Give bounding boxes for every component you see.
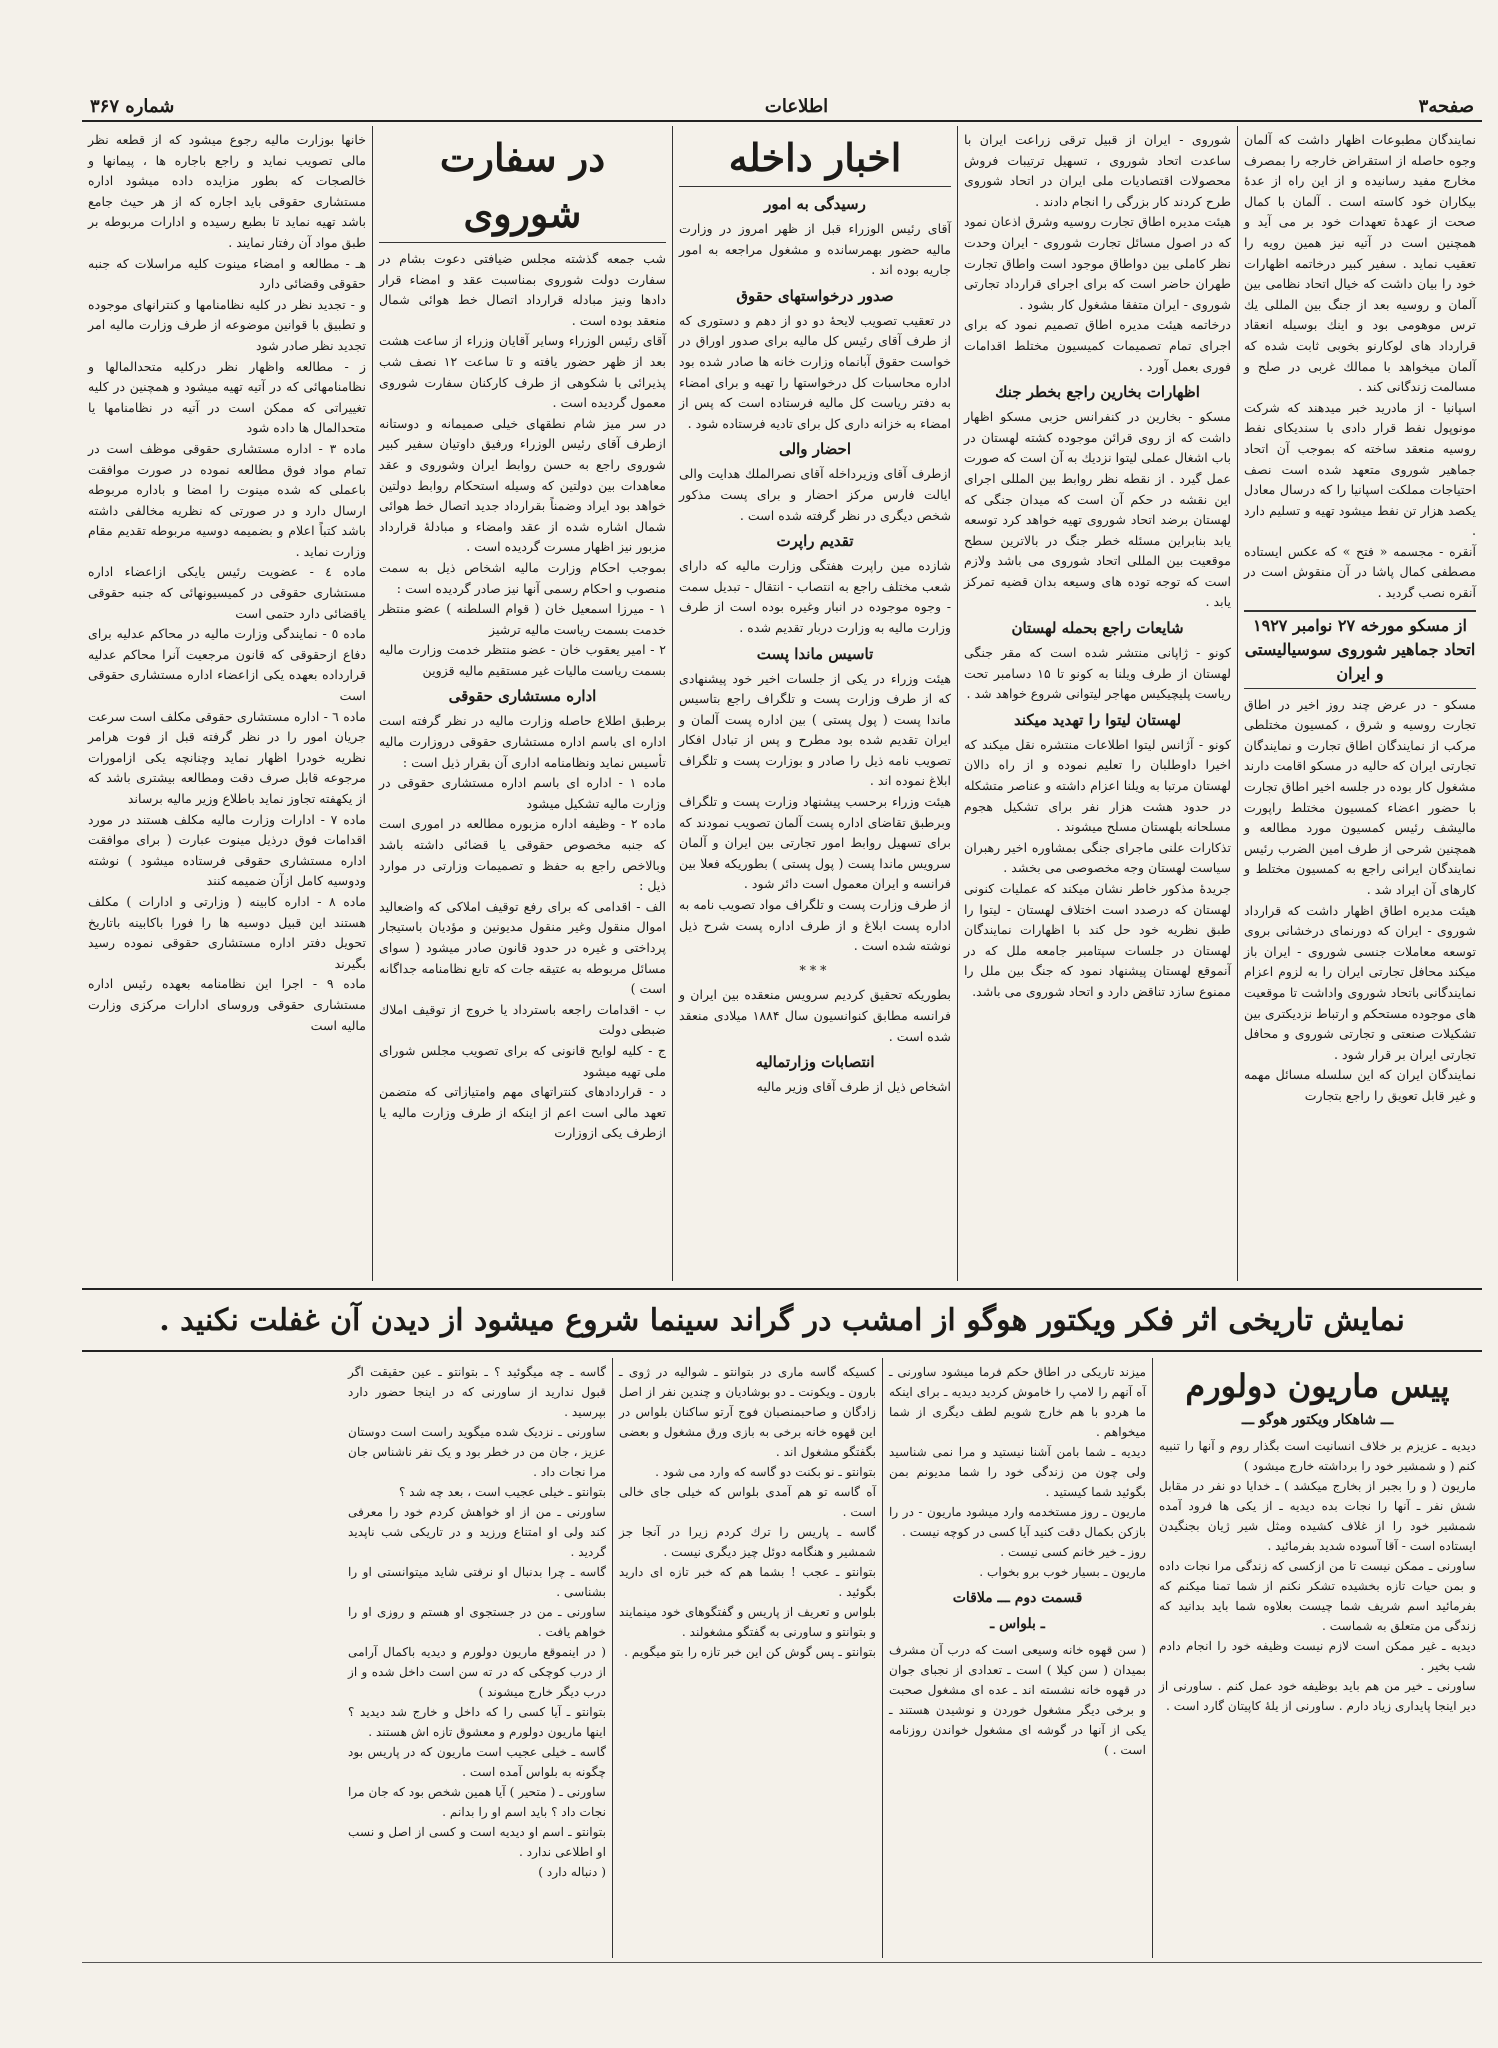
article-paragraph: ز - مطالعه واظهار نظر درکلیه متحدالمالها و نظامنامهائی که در آتیه تهیه میشود و همچنین در کلیه تغییراتی که ممکن است در آتیه در نظامنامها یا متحدالمال ها داده شود [88,358,366,436]
headline-poland-lithuania: لهستان لیتوا را تهدید میکند [1013,710,1182,729]
article-paragraph: برطبق اطلاع حاصله وزارت مالیه در نظر گرفته است اداره ای باسم اداره مستشاری حقوقی دروزارت مالیه تأسیس نماید ونظامنامه اداری آن بقرار ذیل است : [379,713,666,770]
serial-paragraph: گاسه ـ پاریس را ترك کردم زیرا در آنجا جز شمشیر و هنگامه دوئل چیز دیگری نیست . [619,1525,876,1559]
serial-paragraph: دیدیه ـ غیر ممکن است لازم نیست وظیفه خود را انجام دادم شب بخیر . [1159,1639,1476,1673]
article-paragraph: خانها بوزارت مالیه رجوع میشود که از قطعه نظر مالی تصویب نماید و راجع باجاره ها ، پیمانها و خالصجات که بطور مزایده داده میشود اداره مستشاری حقوقی باید اجاره که از هر حیث جامع باشد تهیه نماید تا بطبع رسیده و ادارات مربوطه بر طبق مواد آن رفتار نمایند . [88,132,366,250]
article-paragraph: آنقره - مجسمه « فتح » که عکس ایستاده مصطفی کمال پاشا در آن منقوش است در آنقره نصب گردید . [1244,543,1476,601]
serial-paragraph: ماریون ـ روز مستخدمه وارد میشود ماریون - در را بازکن بکمال دقت کنید آیا کسی در کوچه نیست . [889,1505,1146,1539]
headline: تاسیس ماندا پست [756,644,874,663]
serial-paragraph: بتوانتو ـ نو بکنت دو گاسه که وارد می شود . [655,1465,876,1479]
headline: صدور درخواستهای حقوق [736,286,894,305]
article-paragraph: شب جمعه گذشته مجلس ضیافتی دعوت بشام در سفارت دولت شوروی بمناسبت عقد و امضاء قرار دادها ونیز مبادله قرارداد اتصال خط هوائی شمال منعقد بوده است . [379,251,666,328]
headline: رسیدگی به امور [764,195,866,213]
headline: تقدیم راپرت [776,532,854,551]
headline-poland-rumors: شایعات راجع بحمله لهستان [1011,619,1184,638]
article-paragraph: شازده مین راپرت هفتگی وزارت مالیه که دارای شعب مختلف راجع به انتصاب - انتقال - تبدیل سمت - وجوه موجوده در انبار وغیره بوده است از طرف وزارت مالیه به وزارت دربار تقدیم شده . [679,558,951,635]
serial-paragraph: روز ـ خیر خانم کسی نیست . [1000,1545,1146,1559]
article-paragraph: هیئت وزراء برحسب پیشنهاد وزارت پست و تلگراف وبرطبق تقاضای اداره پست آلمان تصویب نمودند که برای تسهیل روابط امور تجارتی بین ایران و آلمان سرویس ماندا پست ( پول پستی ) بطوریکه فعلا بین فرانسه و ایران معمول است دائر شود . [679,794,951,892]
article-paragraph: ماده ۳ - اداره مستشاری حقوقی موظف است در تمام مواد فوق مطالعه نموده در صورت موافقت باعملی که شده مینوت را امضا و باداره مربوطه ارسال دارد و در صورتی که نظریه مخالفی داشته باشد کتباً اعلام و بضمیمه دوسیه مربوطه تقدیم مقام وزارت نماید . [88,440,367,559]
article-paragraph: بموجب احکام وزارت مالیه اشخاص ذیل به سمت منصوب و احکام رسمی آنها نیز صادر گردیده است : [379,559,666,596]
serial-paragraph: ساورنی ـ ( متحیر ) آیا همین شخص بود که جان مرا نجات داد ؟ باید اسم او را بدانم . [348,1785,606,1819]
column-soviet-iran-trade [957,126,1237,1281]
article-paragraph: ازطرف آقای وزیرداخله آقای نصرالملك هدایت والی ایالت فارس مرکز احضار و برای پست مذکور شخص دیگری در نظر گرفته شده است . [679,466,951,523]
article-paragraph: هیئت مدیره اطاق اظهار داشت که قرارداد شوروی - ایران که دورنمای درخشانی بروی توسعه معاملات جنسی شوروی - ایران باز میکند محافل تجارتی ایران را به لزوم اعزام نمایندگانی باتحاد شوروی واداشت تا موقعیت های موجوده مستحکم و ارتباط نزدیکتری بین تشکیلات صنعتی و تجارتی شوروی و محافل تجارتی ایران بر قرار شود . [1244,902,1476,1062]
article-paragraph: ۲ - امیر یعقوب خان - عضو منتظر خدمت وزارت مالیه بسمت ریاست مالیات غیر مستقیم مالیه قزوین [379,642,666,678]
headline-bukharin: اظهارات بخارین راجع بخطر جنك [995,383,1200,402]
serial-paragraph: ساورنی ـ من در جستجوی او هستم و روزی او را خواهم یافت . [348,1605,606,1639]
serial-column-4 [342,1358,612,1958]
issue-number: شماره ۳۶۷ [90,96,175,117]
serial-paragraph: بتوانتو ـ آیا کسی را که داخل و خارج شد دیدید ؟ اینها ماریون دولورم و معشوق تازه اش هستند . [348,1705,606,1739]
headline: احضار والی [779,440,851,459]
headline: انتصابات وزارتمالیه [755,1053,875,1072]
article-paragraph: مسکو - در عرض چند روز اخیر در اطاق تجارت روسیه و شرق ، کمسیون مختلطی مرکب از نمایندگان اطاق تجارت و نمایندگان تجارتی ایران که حالیه در مسکو اقامت دارند مشغول کار بوده در جلسه اخیر اطاق تجارت با حضور اعضاء کمسیون مختلط راپورت مالیشف رئیس کمسیون مورد مطالعه و همچنین شرحی از طرف امین الضرب رئیس نمایندگان ایرانی راجع به کمسیون مختلط و کارهای آن ایراد شد . [1244,696,1476,897]
serial-paragraph: بتوانتو ـ اسم او دیدیه است و کسی از اصل و نسب او اطلاعی ندارد . [348,1825,606,1859]
serial-paragraph: ( در اینموقع ماریون دولورم و دیدیه باکمال آرامی از درب کوچکی که در ته سن است داخل شده و از درب دیگر خارج میشوند ) [348,1645,606,1699]
serial-paragraph: ساورنی ـ نزدیک شده میگوید راست است دوستان عزیز ، جان من در خطر بود و یک نفر ناشناس جان مرا نجات داد . [348,1425,606,1479]
serial-paragraph: بلواس و تعریف از پاریس و گفتگوهای خود مینمایند و بتوانتو و ساورنی به گفتگو مشغولند . [619,1605,876,1639]
article-paragraph: ب - اقدامات راجعه باسترداد یا خروج از توقیف املاك ضبطی دولت [379,1001,666,1038]
article-paragraph: در سر میز شام نطقهای خیلی صمیمانه و دوستانه ازطرف آقای رئیس الوزراء ورفیق داوتیان سفیر کبیر شوروی راجع به حسن روابط ایران وشوروی و عقد معاهدات بین دولتین که وسیله استحکام روابط دولتین خواهد بود ایراد وضمناً بقرارداد جدید اتصال خط هوائی شمال اشاره شده از عقد وامضاء و مبادلهٔ قرارداد مزبور نیز اظهار مسرت گردیده است . [379,415,666,555]
serial-column-2 [882,1358,1152,1958]
serial-paragraph: دیدیه ـ شما بامن آشنا نیستید و مرا نمی شناسید ولی چون من زندگی خود را شما مدیونم بمن بگوئید شما کیستید . [889,1445,1146,1499]
footer-rule [82,1962,1482,1963]
article-paragraph: آقای رئیس الوزراء قبل از ظهر امروز در وزارت مالیه حضور بهمرسانده و مشغول مراجعه به امور جاریه بوده اند . [679,221,951,278]
article-paragraph: درخاتمه هیئت مدیره اطاق تصمیم نمود که برای اجرای تمام تصمیمات کمیسیون مختلط اقدامات فوری بعمل آورد . [964,317,1231,374]
serial-paragraph: ساورنی ـ ممکن نیست تا من ازکسی که زندگی مرا نجات داده و بمن حیات تازه بخشیده تشکر نکنم از شما تمنا میکنم که بفرمائید اسم شریف شما چیست بعلاوه شما باید بدانید که زندگی من متعلق به شماست . [1159,1559,1476,1633]
article-paragraph: ماده ۸ - اداره کابینه ( وزارتی و ادارات ) مکلف هستند این قبیل دوسیه ها را فورا باکابینه باتاریخ تحویل دفتر اداره مستشاری حقوقی نموده رسید بگیرند [88,893,366,971]
serial-title: پیس ماریون دولورم [1185,1367,1450,1405]
serial-section [82,1358,1482,1958]
serial-column-1 [1152,1358,1482,1958]
column-soviet-embassy [372,126,672,1281]
paper-name: اطلاعات [764,96,829,117]
serial-column-3 [612,1358,882,1958]
serial-part-subheading: ـ بلواس ـ [990,1616,1045,1632]
serial-author: ـــ شاهکار ویکتور هوگو ـــ [1241,1412,1394,1428]
article-paragraph: هـ - مطالعه و امضاء مینوت کلیه مراسلات که جنبه حقوقی وقضائی دارد [88,255,366,292]
article-paragraph: ماده ٦ - اداره مستشاری حقوقی مکلف است سرعت جریان امور را در نظر گرفته قبل از فوت هرامر نظریه خودرا اظهار نماید وچنانچه یکی ازامورات مرجوعه قابل صرف دقت ومطالعه بیشتری باشد که از یکهفته تجاوز نماید باطلاع وزیر مالیه برساند [88,708,366,806]
article-paragraph: بطوریکه تحقیق کردیم سرویس منعقده بین ایران و فرانسه مطابق کنوانسیون سال ۱۸۸۴ میلادی منعقد شده است . [679,987,951,1044]
serial-continued-note: ( دنباله دارد ) [538,1865,606,1879]
article-paragraph: نمایندگان مطبوعات اظهار داشت که آلمان وجوه حاصله از استقراض خارجه را بمصرف مخارج مفید رسانیده و از این راه از عدهٔ بیکاران خود کاسته است . آلمان با کمال صحت از عهدهٔ تعهدات خود بر می آید و همچنین است در آتیه نیز همین رویه را تعقیب نماید . سفیر کبیر درخاتمه اظهارات خود را بیان داشت که خیال اتحاد نظامی بین آلمان و روسیه بعد از جنگ بین المللی یك ترس موهومی بود و اینك بوسیله انعقاد قرارداد های لوکارنو بخوبی ثابت شده که آلمان میخواهد با ممالك غربی در صلح و مسالمت زندگانی کند . [1244,132,1476,395]
masthead [82,92,1482,122]
article-paragraph: در تعقیب تصویب لایحهٔ دو دو از دهم و دستوری که از طرف آقای رئیس کل مالیه برای صدور اوراق در خواست حقوق آبانماه وزارت خانه ها صادر شده بود اداره محاسبات کل درخواستها را تهیه و برای امضاء به دفتر ریاست کل مالیه فرستاده است که پس از امضاء به خزانه داری کل برای تادیه فرستاده شود . [679,312,951,431]
article-paragraph: شوروی - ایران از قبیل ترقی زراعت ایران با ساعدت اتحاد شوروی ، تسهیل ترتیبات فروش محصولات اقتصادیات ملی ایران در اتحاد شوروی طرح کردند کار بزرگی را انجام دادند . [964,132,1231,209]
serial-paragraph: بتوانتو ـ خیلی عجیب است ، بعد چه شد ؟ [398,1485,606,1499]
headline-legal-advisory: اداره مستشاری حقوقی [448,687,597,706]
article-paragraph: ماده ٥ - نمایندگی وزارت مالیه در محاکم عدلیه برای دفاع ازحقوقی که قانون مرجعیت آنرا محاکم عدلیه قرارداده بعهده یکی ازاعضاء اداره مستشاری حقوقی است [88,626,366,704]
section-title-embassy: در سفارت شوروی [379,130,666,243]
article-paragraph: آقای رئیس الوزراء وسایر آقایان وزراء از ساعت هشت بعد از ظهر حضور یافته و تا ساعت ۱۲ نصف شب پذیرائی با شکوهی از طرف کارکنان سفارت شوروی معمول گردیده است . [379,333,667,411]
article-paragraph: ۱ - میرزا اسمعیل خان ( قوام السلطنه ) عضو منتظر خدمت بسمت ریاست مالیه ترشیز [379,601,666,637]
article-paragraph: تذکارات علنی ماجرای جنگی بمشاوره اخیر رهبران سیاست لهستان وجه مخصوصی می بخشد . [964,839,1231,876]
column-domestic-news [672,126,957,1281]
serial-paragraph: آه گاسه تو هم آمدی بلواس که خیلی جای خالی است . [619,1485,876,1519]
cinema-banner: نمایش تاریخی اثر فکر ویکتور هوگو از امشب در گراند سینما شروع میشود از دیدن آن غفلت نکنید . [82,1288,1482,1352]
serial-paragraph: گاسه ـ چه میگوئید ؟ ـ بتوانتو ـ عین حقیقت اگر قبول ندارید از ساورنی که در اینجا حضور دارد بپرسید . [348,1365,606,1419]
serial-paragraph: میزند تاریکی در اطاق حکم فرما میشود ساورنی ـ آه آنهم را لامپ را خاموش کردید دیدیه ـ برای اینکه ما هردو با هم خارج شویم لطف دیگری از شما میخواهم . [889,1365,1146,1439]
article-paragraph: ماده ۷ - ادارات وزارت مالیه مکلف هستند در مورد اقدامات فوق درذیل مینوت عبارت ( برای موافقت اداره مستشاری حقوقی فرستاده میشود ) نوشته ودوسیه کامل ازآن ضمیمه کنند [88,811,366,889]
article-paragraph: الف - اقدامی که برای رفع توقیف املاکی که واضعالید اموال منقول وغیر منقول مدیونین و مؤدیان باستیجار پرداختی و غیره در حدود قانون صادر میشود ( سوای مسائل مربوطه به عتیقه جات که تابع نظامنامه جداگانه است ) [379,898,666,997]
column-foreign-news [1237,126,1482,1281]
article-paragraph: هیئت وزراء در یکی از جلسات اخیر خود پیشنهادی که از طرف وزارت پست و تلگراف راجع بتاسیس ماندا پست ( پول پستی ) بین اداره پست آلمان و ایران تقدیم شده بود مطرح و پس از تبادل افکار تصویب نامه ذیل را صادر و بوزارت پست و تلگراف ابلاغ نموده اند . [679,670,951,789]
serial-paragraph: گاسه ـ خیلی عجیب است ماریون که در پاریس بود چگونه به بلواس آمده است . [348,1745,606,1779]
serial-paragraph: بتوانتو ـ عجب ! بشما هم که خبر تازه ای دارید بگوئید . [619,1565,876,1599]
article-paragraph: اشخاص ذیل از طرف آقای وزیر مالیه [756,1079,951,1095]
serial-paragraph: گاسه ـ چرا بدنبال او نرفتی شاید میتوانستی او را بشناسی . [348,1565,606,1599]
article-paragraph: از طرف وزارت پست و تلگراف مواد تصویب نامه به اداره پست ابلاغ و از طرف اداره پست شرح ذیل نوشته شده است . [679,897,951,954]
serial-paragraph: کسیکه گاسه ماری در بتوانتو ـ شوالیه در ژوی ـ بارون ـ ویکونت ـ دو بوشادیان و چندین نفر از اصل زادگان و صاحبمنصبان فوج آرتو ساکنان بلواس در این قهوه خانه برخی به بازی ورق مشغول و بعضی بگفتگو مشغول اند . [619,1365,876,1459]
article-paragraph: ماده ۲ - وظیفه اداره مزبوره مطالعه در اموری است که جنبه مخصوص حقوقی یا قضائی داشته باشد وبالاخص راجع به حفظ و تصمیمات وزارتی در موارد ذیل : [379,816,666,894]
newspaper-page [82,92,1482,2017]
article-paragraph: جریدهٔ مذکور خاطر نشان میکند که عملیات کنونی لهستان که درصدد است اختلاف لهستان - لیتوا را طبق نظریه خود حل کند با اظهارات نمایندگان لهستان در جلسات سپتامبر جامعه ملل که در آنموقع لهستان پیشنهاد نمود که جنگ بین ملل را ممنوع سازد تناقض دارد و اتحاد شوروی می باشد. [964,881,1231,999]
article-paragraph: کونو - ژاپانی منتشر شده است که مقر جنگی لهستان از طرف ویلنا به کونو تا ۱۵ دسامبر تحت ریاست پلیچیکیس مهاجر لیتوانی شروع خواهد شد . [964,645,1231,702]
article-paragraph: ماده ۹ - اجرا این نظامنامه بعهده رئیس اداره مستشاری حقوقی وروسای ادارات مرکزی وزارت مالیه است [88,976,366,1033]
article-paragraph: مسکو - بخارین در کنفرانس حزبی مسکو اظهار داشت که از روی قرائن موجوده کشته لهستان در باب اشغال عملی لیتوا نزدیك به آن است که صورت عمل گیرد . از نقطه نظر روابط بین المللی اجرای این نقشه در حکم آن است که میدان جنگی که لهستان برضد اتحاد شوروی تهیه خواهد کرد توسعه یابد بنابراین مسئله خطر جنگ در بالاترین سطح موقعیت بین المللی اتحاد شوروی می باشد ولازم است که توجه توده های وسیعه بدان قضیه تمرکز یابد . [964,409,1231,610]
upper-section [82,126,1482,1281]
section-title-domestic: اخبار داخله [679,130,951,187]
article-paragraph: د - قراردادهای کنتراتهای مهم وامتیازاتی که متضمن تعهد مالی است اعم از اینکه از طرف وزارت مالیه یا ازطرف یکی ازوزارت [379,1084,666,1141]
article-paragraph: ماده ۱ - اداره ای باسم اداره مستشاری حقوقی در وزارت مالیه تشکیل میشود [379,775,666,811]
column-legal-regulations [82,126,372,1281]
serial-part-heading: قسمت دوم ـــ ملاقات [952,1590,1083,1606]
serial-paragraph: دیدیه ـ عزیزم بر خلاف انسانیت است بگذار روم و آنها را تنبیه کنم ( و شمشیر خود را برداشته خارج میشود ) [1159,1439,1476,1473]
serial-paragraph: ( سن قهوه خانه وسیعی است که درب آن مشرف بمیدان ( سن کیلا ) است ـ تعدادی از نجبای جوان در قهوه خانه نشسته اند ـ عده ای مشغول صحبت و برخی دیگر مشغول خوردن و نوشیدن هستند ـ یکی از آنها در گوشه ای مشغول خواندن روزنامه است . ) [889,1643,1146,1757]
serial-paragraph: ساورنی ـ من از او خواهش کردم خود را معرفی کند ولی او امتناع ورزید و در تاریکی شب ناپدید گردید . [348,1505,606,1559]
article-paragraph: و - تجدید نظر در کلیه نظامنامها و کنترانهای موجوده و تطبیق با قوانین موضوعه از طرف وزارت مالیه امر تجدید نظر صادر شود [88,296,366,353]
serial-paragraph: ماریون ( و را بجبر از بخارج میکشد ) ـ خدایا دو نفر در مقابل شش نفر ـ آنها را نجات بده دیدیه ـ از یکی ها فرود آمده شمشیر خود را از غلاف کشیده ومثل شیر ژیان بجنگیدن ایستاده است - آقا آسوده شدید بفرمائید . [1159,1479,1476,1553]
headline-moscow-report: از مسکو مورخه ۲۷ نوامبر ۱۹۲۷ اتحاد جماهیر شوروی سوسیالیستی و ایران [1244,610,1476,689]
serial-paragraph: ماریون ـ بسیار خوب برو بخواب . [979,1565,1146,1579]
article-paragraph: نمایندگان ایران که این سلسله مسائل مهمه و غیر قابل تعویق را راجع بتجارت [1244,1067,1476,1103]
article-paragraph: هیئت مدیره اطاق تجارت روسیه وشرق اذعان نمود که در اصول مسائل تجارت شوروی - ایران وحدت نظر کاملی بین دواطاق موجود است واطاق تجارت طهران حاضر است که برای اجرای قرارداد تجارتی شوروی - ایران متفقا مشغول کار بشود . [964,214,1231,312]
page-number: صفحه۳ [1418,96,1474,117]
article-paragraph: ج - کلیه لوایح قانونی که برای تصویب مجلس شورای ملی تهیه میشود [379,1042,666,1079]
article-paragraph: ماده ٤ - عضویت رئیس یایکی ازاعضاء اداره مستشاری حقوقی در کمیسیونهائی که جنبه حقوقی یاقضائی دارد حتمی است [88,564,367,621]
article-paragraph: اسپانیا - از مادرید خبر میدهند که شرکت مونوپول نفط قرار دادی با سندیکای نفط روسیه منعقد ساخته که بموجب آن اتحاد جماهیر شوروی متعهد شده است نصف احتیاجات مملکت اسپانیا را که درسال معادل یکصد هزار تن نفط میشود تهیه و تسلیم دارد . [1244,399,1476,539]
serial-paragraph: ساورنی ـ خیر من هم باید بوظیفه خود عمل کنم . ساورنی از دیر اینجا پایداری زیاد دارم . ساورنی از یلهٔ کاپیتان گارد است . [1159,1679,1476,1713]
separator: *** [799,962,831,978]
article-paragraph: کونو - آژانس لیتوا اطلاعات منتشره نقل میکند که اخیرا داوطلبان را تعلیم نموده و از راه دالان لهستان مرتبا به ویلنا اعزام داشته و عناصر متشکله در حدود هشت هزار نفر برای تشکیل هجوم مسلحانه بلهستان مسلح میشوند . [964,736,1231,835]
serial-paragraph: بتوانتو ـ پس گوش کن این خبر تازه را بتو میگویم . [624,1645,876,1659]
